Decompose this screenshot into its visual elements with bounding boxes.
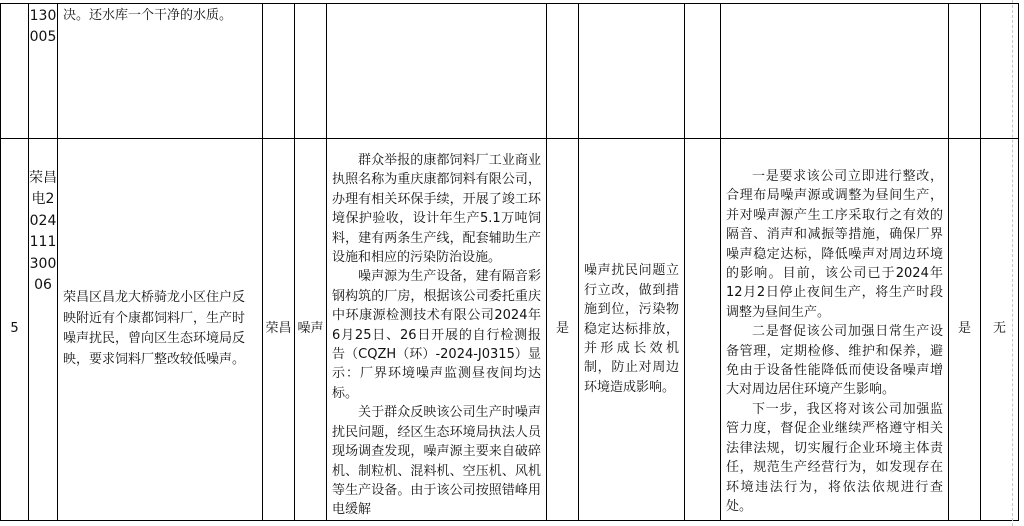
seq-cell (1, 4, 29, 139)
spacer-cell (685, 139, 721, 521)
measure-para-2: 二是督促该公司加强日常生产设备管理，定期检修、维护和保养，避免由于设备性能降低而使设备噪声增大对周边居住环境产生影响。 (726, 324, 943, 398)
district-cell (263, 139, 295, 521)
complaint-id: 130005 (29, 8, 57, 45)
district: 荣昌 (265, 321, 292, 337)
complaint-text: 荣昌区昌龙大桥骑龙小区住户反映附近有个康都饲料厂，生产时噪声扰民，曾向区生态环境局反映，要求饲料厂整改较低噪声。 (63, 290, 246, 367)
continuation-text: 决。还水库一个干净的水质。 (63, 8, 233, 23)
measure-para-1: 一是要求该公司立即进行整改，合理布局噪声源或调整为昼间生产，并对噪声源产生工序采取行之有效的隔音、消声和减振等措施，确保厂界噪声稳定达标，降低噪声对周边环境的影响。目前，该公司已于2024年12月2日停止夜间生产，将生产时段调整为昼间生产。 (726, 169, 943, 320)
investigation-para-2: 噪声源为生产设备，建有隔音彩钢构筑的厂房，根据该公司委托重庆中环康源检测技术有限公司2024年6月25日、26日开展的自行检测报告（CQZH（环）-2024-J0315）显示：厂界环境噪声监测昼夜间均达标。 (332, 269, 541, 401)
investigation-cell (327, 139, 547, 521)
table-row (1, 4, 1019, 139)
complaint-id: 荣昌电202411130006 (29, 170, 57, 294)
verified-flag: 是 (555, 321, 569, 337)
measure-para-3: 下一步，我区将对该公司加强监管力度，督促企业继续严格遵守相关法律法规，切实履行企业环境主体责任，规范生产经营行为，如发现存在环境违法行为，将依法依规进行查处。 (726, 401, 943, 514)
seq-number: 5 (10, 321, 19, 337)
pollution-type-cell (295, 139, 327, 521)
accountability: 无 (992, 321, 1006, 337)
complaint-cell (58, 139, 263, 521)
table-row (1, 139, 1019, 521)
verified-cell (547, 139, 579, 521)
seq-cell (1, 139, 29, 521)
closed-flag: 是 (957, 321, 971, 337)
complaint-cell (58, 4, 263, 139)
pollution-type: 噪声 (297, 321, 324, 337)
measures-cell (721, 139, 949, 521)
complaint-table (0, 3, 1019, 521)
id-cell (29, 4, 58, 139)
investigation-para-1: 群众举报的康都饲料厂工业商业执照名称为重庆康都饲料有限公司，办理有相关环保手续，开展了竣工环境保护验收，设计年生产5.1万吨饲料，建有两条生产线，配套辅助生产设施和相应的污染防治设施。 (332, 153, 541, 266)
id-cell (29, 139, 58, 521)
goal-cell (579, 139, 685, 521)
page-margin-guide (1012, 0, 1013, 526)
closed-cell (949, 139, 981, 521)
rectification-goal: 噪声扰民问题立行立改，做到措施到位，污染物稳定达标排放，并形成长效机制，防止对周边环境造成影响。 (584, 263, 679, 395)
investigation-para-3: 关于群众反映该公司生产时噪声扰民问题，经区生态环境局执法人员现场调查发现，噪声源主要来自破碎机、制粒机、混料机、空压机、风机等生产设备。由于该公司按照错峰用电缓解 (332, 405, 541, 518)
